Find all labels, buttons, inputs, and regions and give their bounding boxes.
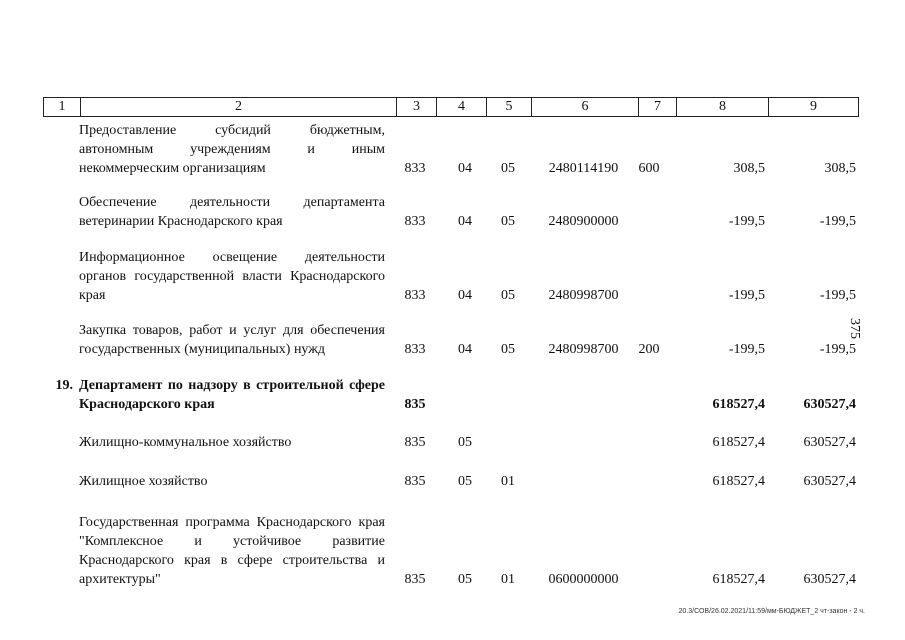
cell-target-article: 2480900000	[548, 214, 619, 229]
header-col-9: 9	[768, 98, 858, 116]
row-name: Департамент по надзору в строительной сфере Краснодарского края	[79, 378, 385, 412]
cell-section: 05	[458, 474, 472, 489]
row-name: Государственная программа Краснодарского края "Комплексное и устойчивое развитие Краснодарского края в сфере строительства и архитектуры"	[79, 515, 385, 587]
row-number: 19.	[55, 378, 73, 393]
table-row	[43, 513, 859, 589]
cell-ministry: 835	[404, 397, 426, 412]
cell-subsection: 05	[501, 161, 515, 176]
cell-target-article: 2480998700	[548, 288, 619, 303]
cell-section: 04	[458, 161, 472, 176]
cell-ministry: 833	[404, 288, 426, 303]
cell-expense-type: 600	[638, 161, 660, 176]
cell-amount-2: 630527,4	[803, 572, 856, 587]
cell-subsection: 01	[501, 572, 515, 587]
header-col-3: 3	[396, 98, 436, 116]
header-col-1: 1	[58, 99, 66, 114]
cell-target-article: 2480114190	[548, 161, 619, 176]
cell-amount-1: 618527,4	[712, 435, 765, 450]
table-row	[43, 248, 859, 305]
row-name: Закупка товаров, работ и услуг для обеспечения государственных (муниципальных) нужд	[79, 323, 385, 357]
table-row	[43, 321, 859, 359]
table-row	[43, 472, 859, 491]
header-col-7: 7	[638, 98, 676, 116]
document-footer: 20.3/СОВ/26.02.2021/11:59/мм-БЮДЖЕТ_2 чт-закон - 2 ч.	[678, 608, 865, 615]
cell-subsection: 01	[501, 474, 515, 489]
row-name: Информационное освещение деятельности органов государственной власти Краснодарского края	[79, 250, 385, 303]
table-row	[43, 121, 859, 178]
cell-section: 04	[458, 288, 472, 303]
row-name: Жилищно-коммунальное хозяйство	[79, 435, 292, 450]
cell-amount-1: -199,5	[728, 214, 765, 229]
cell-ministry: 835	[404, 435, 426, 450]
cell-amount-1: 618527,4	[712, 397, 765, 412]
cell-amount-1: -199,5	[728, 342, 765, 357]
cell-ministry: 833	[404, 342, 426, 357]
cell-amount-2: -199,5	[819, 214, 856, 229]
row-name: Обеспечение деятельности департамента ветеринарии Краснодарского края	[79, 195, 385, 229]
header-col-4: 4	[436, 98, 486, 116]
table-row	[43, 433, 859, 452]
cell-expense-type: 200	[638, 342, 660, 357]
cell-subsection: 05	[501, 288, 515, 303]
cell-amount-2: 630527,4	[803, 474, 856, 489]
cell-ministry: 835	[404, 572, 426, 587]
cell-amount-1: 618527,4	[712, 572, 765, 587]
cell-subsection: 05	[501, 214, 515, 229]
cell-target-article: 0600000000	[548, 572, 619, 587]
header-col-5: 5	[486, 98, 531, 116]
cell-amount-2: -199,5	[819, 342, 856, 357]
cell-ministry: 833	[404, 214, 426, 229]
cell-section: 04	[458, 342, 472, 357]
table-header-row	[43, 97, 859, 117]
table-row	[43, 376, 859, 414]
cell-amount-1: -199,5	[728, 288, 765, 303]
cell-section: 05	[458, 435, 472, 450]
cell-ministry: 835	[404, 474, 426, 489]
row-name: Жилищное хозяйство	[79, 474, 208, 489]
cell-amount-2: 630527,4	[803, 397, 856, 412]
row-name: Предоставление субсидий бюджетным, автономным учреждениям и иным некоммерческим организациям	[79, 123, 385, 176]
cell-amount-2: 308,5	[824, 161, 856, 176]
header-col-8: 8	[676, 98, 768, 116]
table-row	[43, 193, 859, 231]
cell-target-article: 2480998700	[548, 342, 619, 357]
cell-section: 05	[458, 572, 472, 587]
cell-amount-2: -199,5	[819, 288, 856, 303]
header-col-2: 2	[80, 98, 396, 116]
cell-amount-1: 618527,4	[712, 474, 765, 489]
page-number: 375	[847, 318, 862, 339]
cell-section: 04	[458, 214, 472, 229]
cell-amount-2: 630527,4	[803, 435, 856, 450]
cell-ministry: 833	[404, 161, 426, 176]
cell-amount-1: 308,5	[733, 161, 765, 176]
header-col-6: 6	[531, 98, 638, 116]
cell-subsection: 05	[501, 342, 515, 357]
